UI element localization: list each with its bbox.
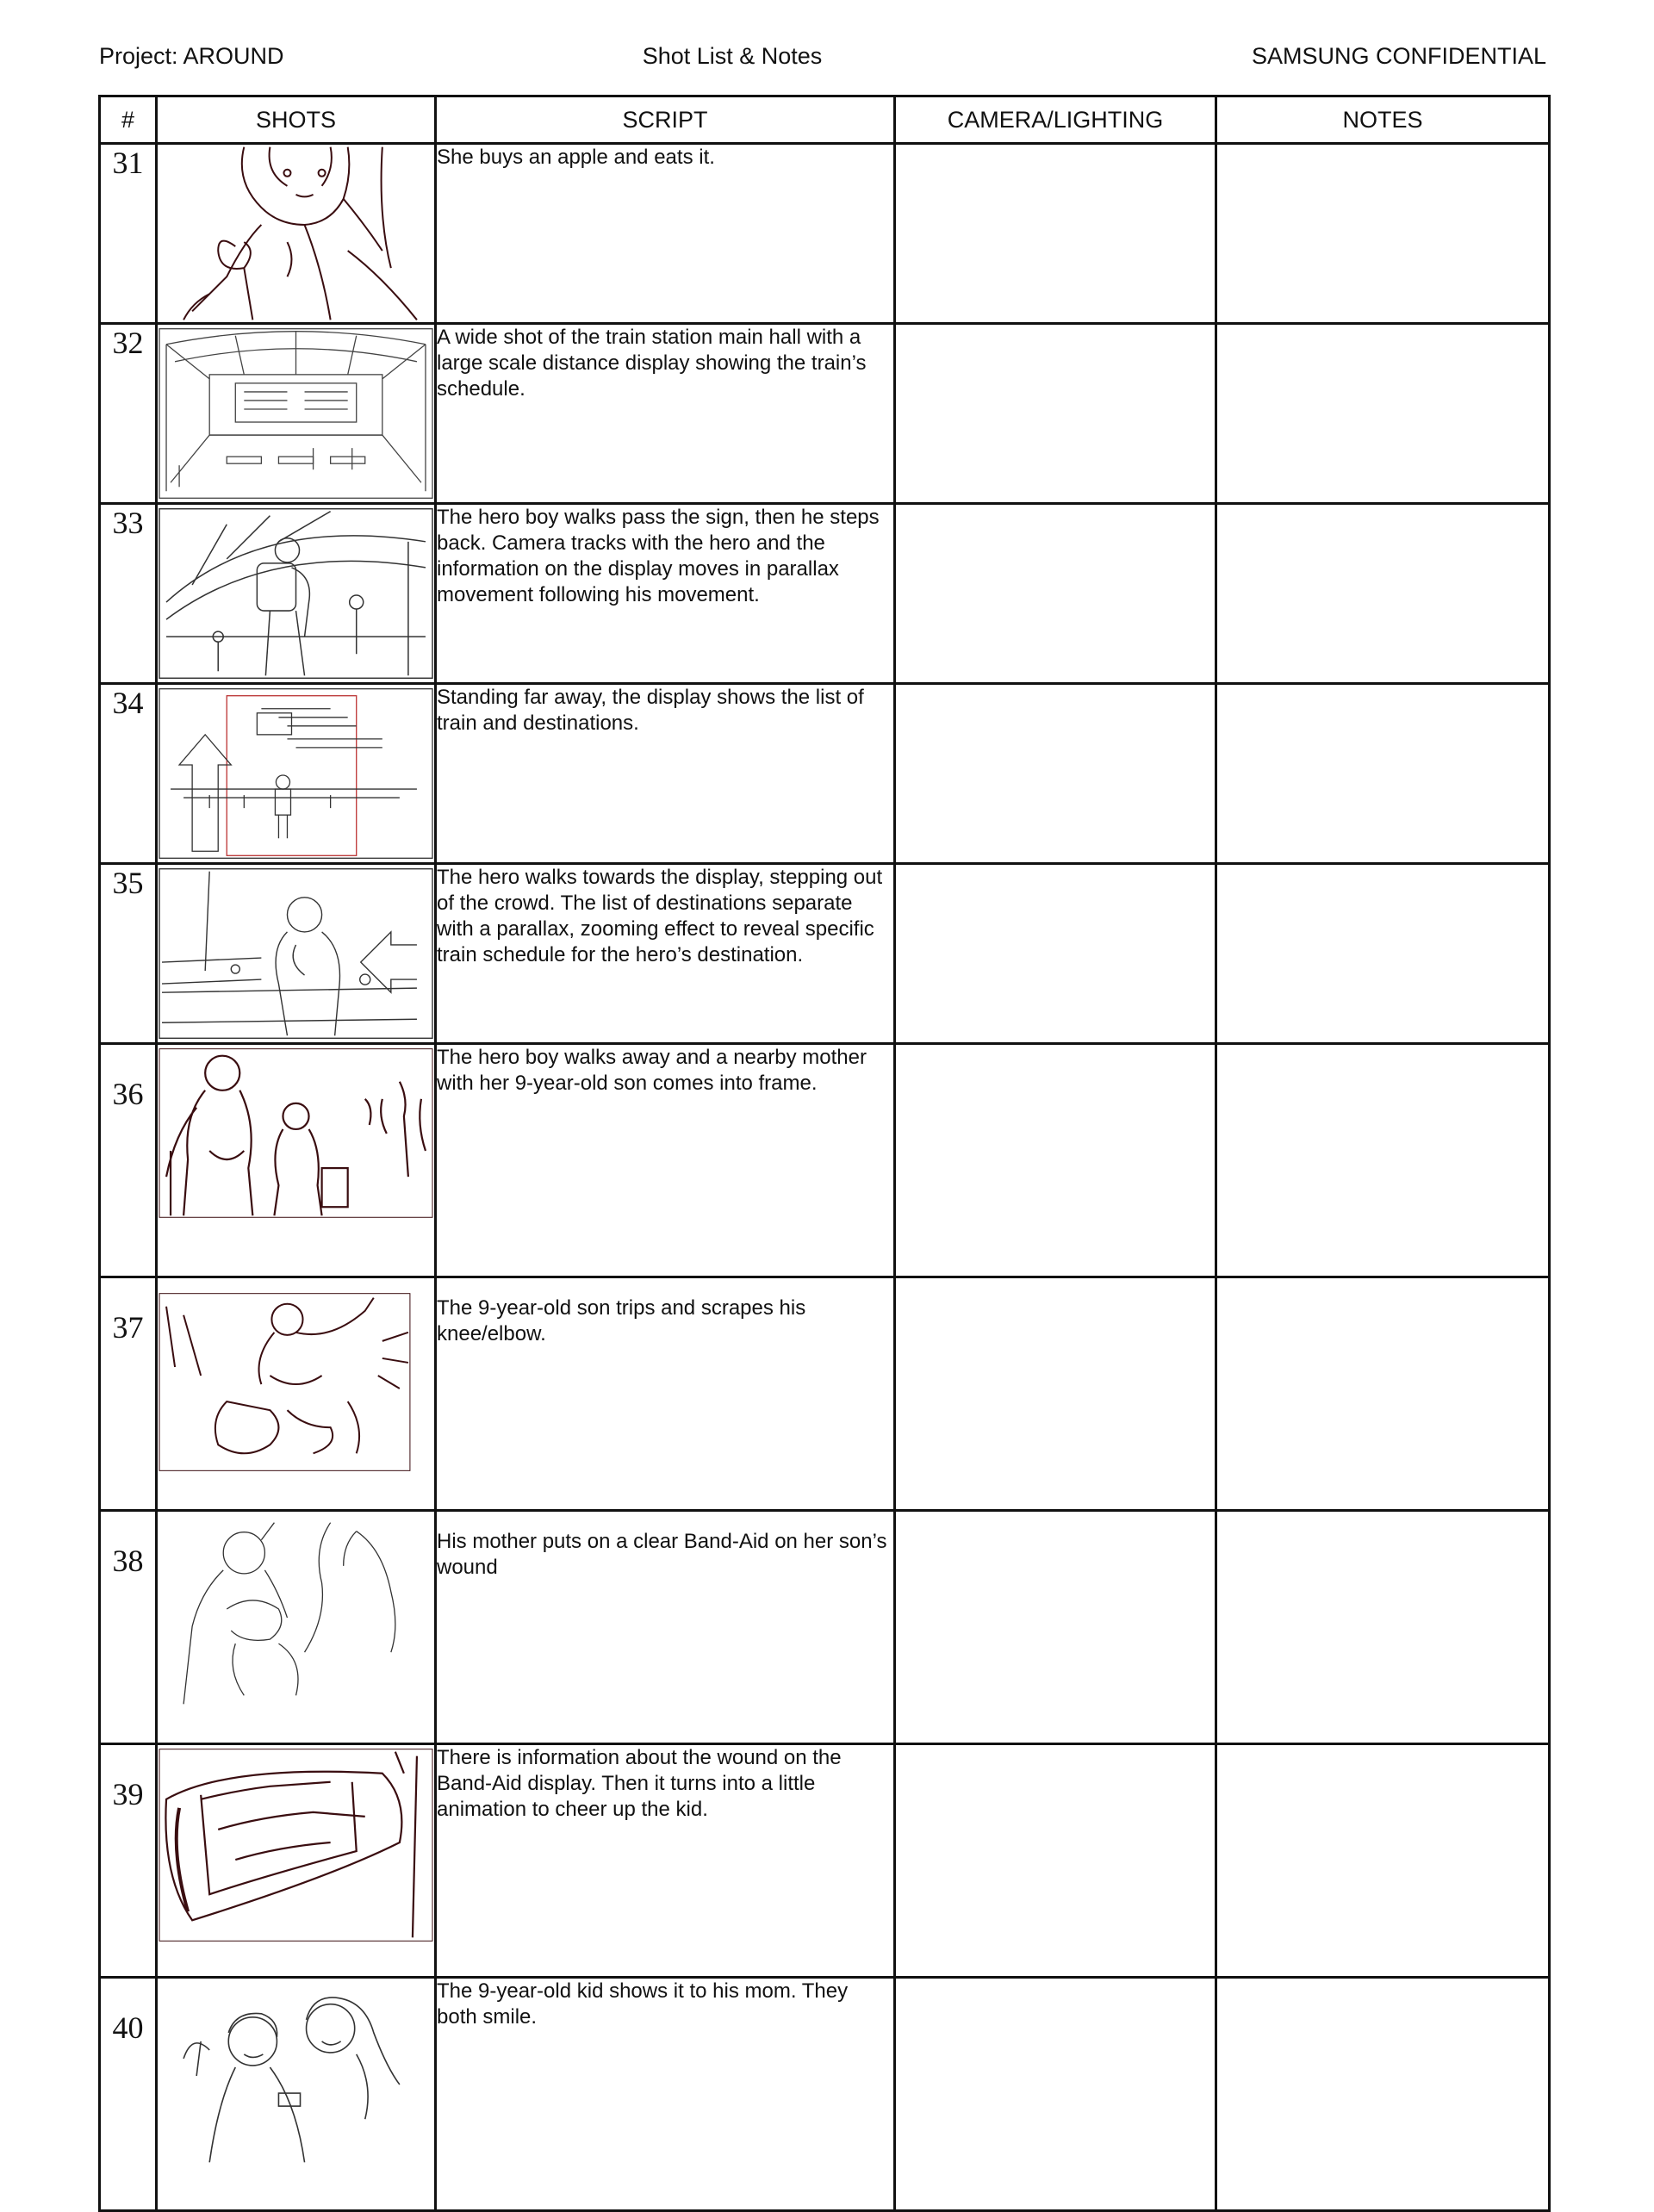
camera-lighting-cell xyxy=(895,1511,1216,1744)
table-row xyxy=(100,144,1550,324)
shot-list-table xyxy=(98,95,1551,2212)
mother-son-enter-sketch-icon xyxy=(158,1045,434,1245)
shot-number: 35 xyxy=(100,864,157,1044)
notes-cell xyxy=(1216,504,1550,684)
table-row xyxy=(100,1044,1550,1277)
camera-lighting-cell xyxy=(895,324,1216,504)
band-aid-applied-sketch-icon xyxy=(158,1512,434,1712)
notes-cell xyxy=(1216,684,1550,864)
column-header-camera-lighting: CAMERA/LIGHTING xyxy=(895,96,1216,144)
shot-number: 31 xyxy=(100,144,157,324)
column-header-notes: NOTES xyxy=(1216,96,1550,144)
son-trips-sketch-icon xyxy=(158,1278,434,1478)
notes-cell xyxy=(1216,1744,1550,1978)
notes-cell xyxy=(1216,1277,1550,1511)
column-header-shots: SHOTS xyxy=(157,96,436,144)
camera-lighting-cell xyxy=(895,504,1216,684)
notes-cell xyxy=(1216,1978,1550,2211)
shot-cell xyxy=(157,1044,436,1277)
camera-lighting-cell xyxy=(895,1978,1216,2211)
script-text: Standing far away, the display shows the list of train and destinations. xyxy=(436,684,895,864)
script-text: The 9-year-old son trips and scrapes his knee/elbow. xyxy=(436,1277,895,1511)
hero-walking-sign-sketch-icon xyxy=(158,505,434,682)
shot-number: 36 xyxy=(100,1044,157,1277)
document-title: Shot List & Notes xyxy=(642,43,823,69)
shot-number: 32 xyxy=(100,324,157,504)
notes-cell xyxy=(1216,324,1550,504)
notes-cell xyxy=(1216,864,1550,1044)
train-hall-wide-sketch-icon xyxy=(158,325,434,502)
shot-cell xyxy=(157,1277,436,1511)
script-text: A wide shot of the train station main hall with a large scale distance display showing the train’s schedule. xyxy=(436,324,895,504)
shot-number: 34 xyxy=(100,684,157,864)
band-aid-display-sketch-icon xyxy=(158,1745,434,1945)
shot-cell xyxy=(157,1744,436,1978)
camera-lighting-cell xyxy=(895,1044,1216,1277)
display-far-sketch-icon xyxy=(158,685,434,862)
column-header-number: # xyxy=(100,96,157,144)
hero-approach-display-sketch-icon xyxy=(158,865,434,1042)
camera-lighting-cell xyxy=(895,684,1216,864)
kid-mom-smile-sketch-icon xyxy=(158,1979,434,2178)
girl-eating-apple-sketch-icon xyxy=(158,145,434,322)
table-row xyxy=(100,324,1550,504)
table-row xyxy=(100,1978,1550,2211)
shot-number: 38 xyxy=(100,1511,157,1744)
column-header-script: SCRIPT xyxy=(436,96,895,144)
camera-lighting-cell xyxy=(895,144,1216,324)
script-text: The hero boy walks away and a nearby mother with her 9-year-old son comes into frame. xyxy=(436,1044,895,1277)
shot-cell xyxy=(157,1511,436,1744)
shot-number: 37 xyxy=(100,1277,157,1511)
table-header-row xyxy=(100,96,1550,144)
table-row xyxy=(100,504,1550,684)
shot-cell xyxy=(157,144,436,324)
shot-number: 33 xyxy=(100,504,157,684)
table-row xyxy=(100,1744,1550,1978)
table-row xyxy=(100,684,1550,864)
camera-lighting-cell xyxy=(895,1277,1216,1511)
shot-cell xyxy=(157,1978,436,2211)
notes-cell xyxy=(1216,1044,1550,1277)
confidential-label: SAMSUNG CONFIDENTIAL xyxy=(1251,43,1546,69)
shot-number: 39 xyxy=(100,1744,157,1978)
script-text: The 9-year-old kid shows it to his mom. They both smile. xyxy=(436,1978,895,2211)
table-row xyxy=(100,864,1550,1044)
script-text: There is information about the wound on the Band-Aid display. Then it turns into a little animation to cheer up the kid. xyxy=(436,1744,895,1978)
table-row xyxy=(100,1277,1550,1511)
project-label: Project: AROUND xyxy=(99,43,284,69)
table-row xyxy=(100,1511,1550,1744)
shot-cell xyxy=(157,504,436,684)
shot-cell xyxy=(157,864,436,1044)
shot-cell xyxy=(157,324,436,504)
script-text: His mother puts on a clear Band-Aid on her son’s wound xyxy=(436,1511,895,1744)
script-text: The hero boy walks pass the sign, then he steps back. Camera tracks with the hero and the information on the display moves in parallax movement following his movement. xyxy=(436,504,895,684)
script-text: She buys an apple and eats it. xyxy=(436,144,895,324)
shot-number: 40 xyxy=(100,1978,157,2211)
notes-cell xyxy=(1216,1511,1550,1744)
script-text: The hero walks towards the display, stepping out of the crowd. The list of destinations separate with a parallax, zooming effect to reveal specific train schedule for the hero’s destination. xyxy=(436,864,895,1044)
camera-lighting-cell xyxy=(895,864,1216,1044)
camera-lighting-cell xyxy=(895,1744,1216,1978)
shot-cell xyxy=(157,684,436,864)
notes-cell xyxy=(1216,144,1550,324)
